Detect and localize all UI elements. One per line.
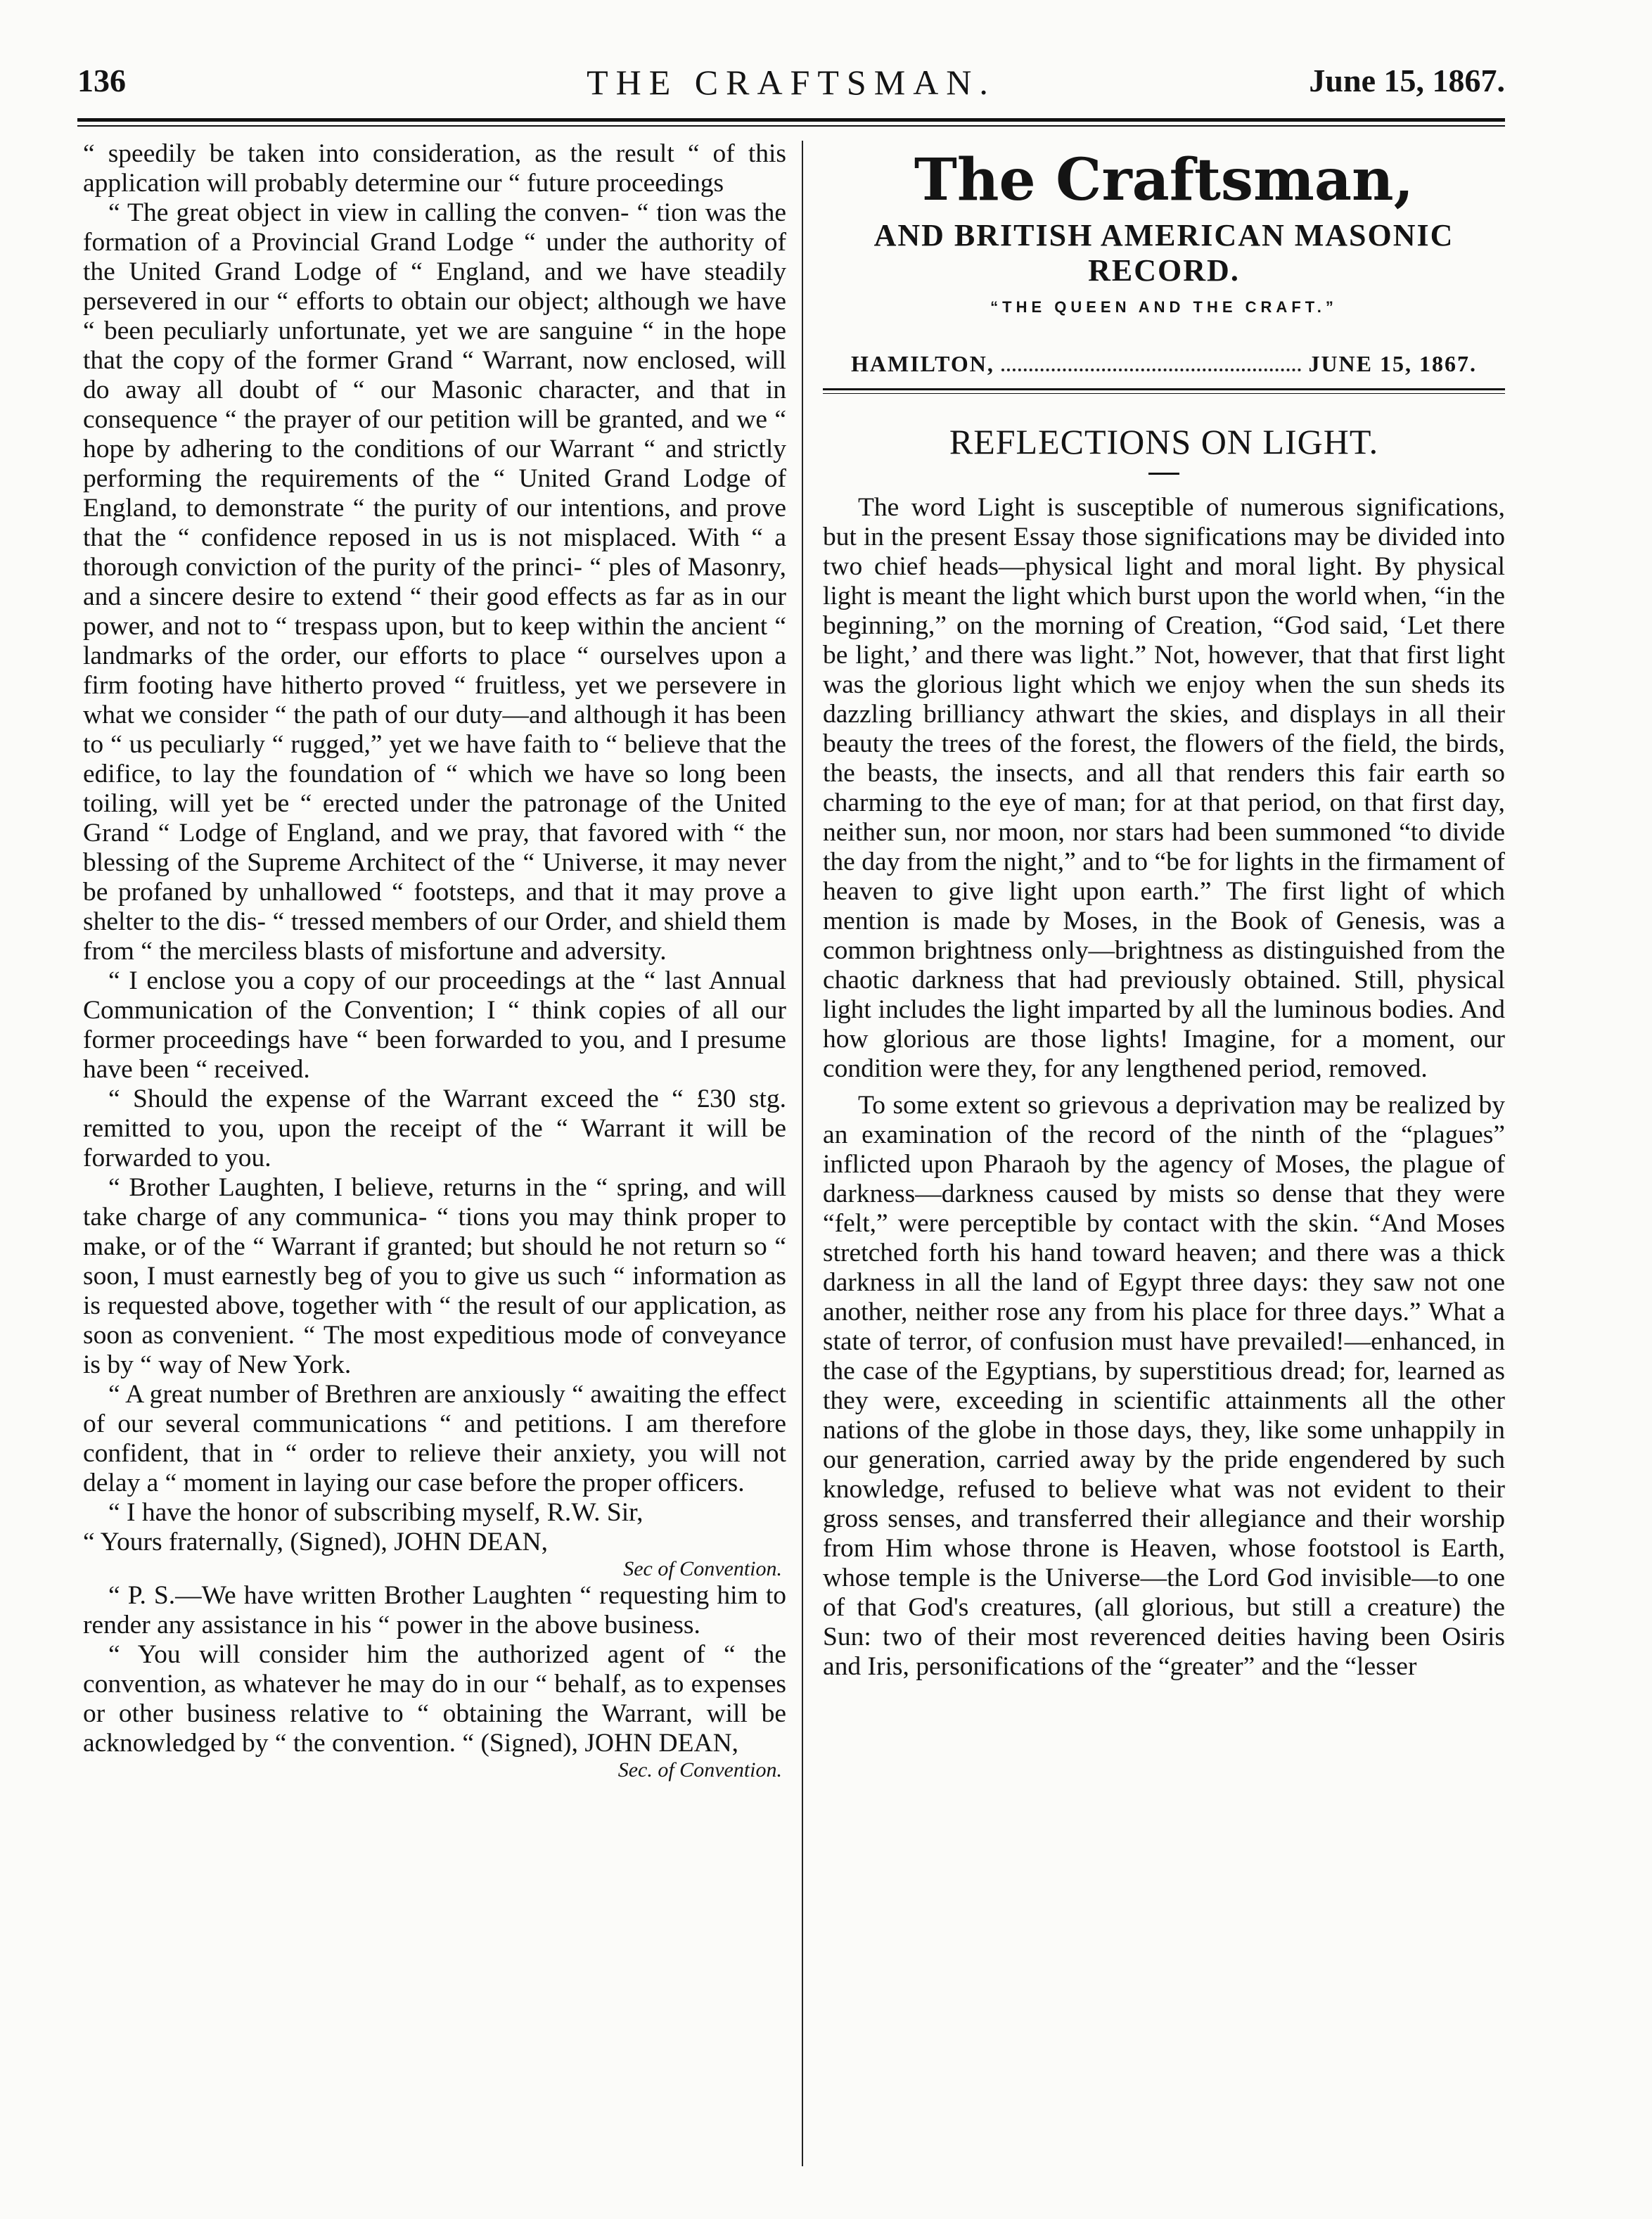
dateline-place: HAMILTON, xyxy=(851,351,994,376)
article-title: REFLECTIONS ON LIGHT. xyxy=(949,422,1379,461)
dateline xyxy=(851,349,1477,378)
article-paragraph: The word Light is susceptible of numerous significations, but in the present Essay those significations may be divided into two chief heads—physical light and moral light. By physical light is meant the light which burst upon the world when, “in the beginning,” on the morning of Creation, “God said, ‘Let there be light,’ and there was light.” Not, however, that that first light was the glorious light which we enjoy when the sun sheds its dazzling brilliancy athwart the skies, and displays in all their beauty the trees of the forest, the flowers of the field, the birds, the beasts, the insects, and all that renders this fair earth so charming to the eye of man; for at that period, on that first day, neither sun, nor moon, nor stars had been summoned “to divide the day from the night,” and to “be for lights in the firmament of heaven to give light upon earth.” The first light of which mention is made by Moses, in the Book of Genesis, was a common brightness only—brightness as distinguished from the chaotic darkness that had previously obtained. Still, physical light includes the light imparted by all the luminous bodies. And how glorious are those lights! Imagine, for a moment, our condition were they, for any lengthened period, removed. xyxy=(823,493,1505,1083)
ornamental-rule xyxy=(830,332,1498,342)
page-number: 136 xyxy=(77,63,126,98)
masthead-motto: “THE QUEEN AND THE CRAFT.” xyxy=(990,298,1338,316)
left-column xyxy=(83,139,786,1782)
letter-paragraph: “ The great object in view in calling the conven- “ tion was the formation of a Provincial Grand Lodge “ under the authority of the United Grand Lodge of “ England, and we have steadily persevered in our “ efforts to obtain our object; although we have “ been peculiarly unfortunate, yet we are sanguine “ in the hope that the copy of the former Grand “ Warrant, now enclosed, will do away all doubt of “ our Masonic character, and that in consequence “ the prayer of our petition will be granted, and we “ hope by adhering to the conditions of our Warrant “ and strictly performing the requirements of the “ United Grand Lodge of England, to demonstrate “ the purity of our intentions, and prove that the “ confidence reposed in us is not misplaced. With “ a thorough conviction of the purity of the princi- “ ples of Masonry, and a sincere desire to extend “ their good effects as far as in our power, and not to “ trespass upon, but to keep within the ancient “ landmarks of the order, our efforts to place “ ourselves upon a firm footing have hitherto proved “ fruitless, yet we persevere in what we consider “ the path of our duty—and although it has been to “ us peculiarly “ rugged,” yet we have faith to “ believe that the edifice, to lay the foundation of “ which we have so long been toiling, will yet be “ erected under the patronage of the United Grand “ Lodge of England, and we pray, that favored with “ the blessing of the Supreme Architect of the “ Universe, it may never be profaned by unhallowed “ footsteps, and that it may prove a shelter to the dis- “ tressed members of our Order, and shield them from “ the merciless blasts of misfortune and adversity. xyxy=(83,198,786,966)
postscript-paragraph: “ You will consider him the authorized agent of “ the convention, as whatever he may do in our “ behalf, as to expenses or other business relative to “ obtaining the Warrant, will be acknowledged by “ the convention. “ (Signed), JOHN DEAN, xyxy=(83,1640,786,1758)
letter-closing: “ I have the honor of subscribing myself, R.W. Sir, xyxy=(108,1498,643,1527)
masthead xyxy=(823,145,1505,394)
column-divider xyxy=(802,141,803,2166)
letter-paragraph: “ Brother Laughten, I believe, returns in the “ spring, and will take charge of any communica- “ tions you may think proper to make, or of the “ Warrant if granted; but should he not return so “ soon, I must earnestly beg of you to give us such “ information as is requested above, together with “ the result of our application, as soon as convenient. “ The most expeditious mode of conveyance is by “ way of New York. xyxy=(83,1173,786,1379)
dateline-leader xyxy=(1001,349,1302,371)
article-paragraph: To some extent so grievous a deprivation may be realized by an examination of the record of the ninth of the “plagues” inflicted upon Pharaoh by the agency of Moses, the plague of darkness—darkness caused by mists so dense that they were “felt,” were perceptible by contact with the skin. “And Moses stretched forth his hand toward heaven; and there was a thick darkness in all the land of Egypt three days: they saw not one another, neither rose any from his place for three days.” What a state of terror, of confusion must have prevailed!—enhanced, in the case of the Egyptians, by superstitious dread; for, learned as they were, exceeding in scientific attainments all the other nations of the globe in those days, they, like some unhappily in our generation, carried away by the pride engendered by such knowledge, refused to believe what was not evident to their gross senses, and transferred their allegiance and their worship from Him whose throne is Heaven, whose footstool is Earth, whose temple is the Universe—the Lord God invisible—to one of that God's creatures, (all glorious, but still a creature) the Sun: two of their most reverenced deities having been Osiris and Iris, personifications of the “greater” and the “lesser xyxy=(823,1091,1505,1681)
letter-paragraph: “ speedily be taken into consideration, as the result “ of this application will probably determine our “ future proceedings xyxy=(83,139,786,198)
letter-signature: “ Yours fraternally, (Signed), JOHN DEAN, xyxy=(83,1528,549,1556)
postscript-paragraph: “ P. S.—We have written Brother Laughten “ requesting him to render any assistance in his “ power in the above business. xyxy=(83,1581,786,1639)
title-rule xyxy=(1148,473,1179,475)
right-column xyxy=(823,139,1505,1682)
signature-title: Sec of Convention. xyxy=(623,1557,782,1580)
issue-date: June 15, 1867. xyxy=(1309,63,1505,98)
letter-paragraph: “ I enclose you a copy of our proceedings at the “ last Annual Communication of the Convention; I “ think copies of all our former proceedings have “ been forwarded to you, and I presume have been “ received. xyxy=(83,966,786,1084)
masthead-rule xyxy=(823,388,1505,394)
letter-paragraph: “ Should the expense of the Warrant exceed the “ £30 stg. remitted to you, upon the receipt of the “ Warrant it will be forwarded to you. xyxy=(83,1085,786,1172)
masthead-subtitle: AND BRITISH AMERICAN MASONIC RECORD. xyxy=(873,218,1454,288)
masthead-title: The Craftsman, xyxy=(914,146,1414,214)
letter-paragraph: “ A great number of Brethren are anxiously “ awaiting the effect of our several communications “ and petitions. I am therefore confident, that in “ order to relieve their anxiety, you will not delay a “ moment in laying our case before the proper officers. xyxy=(83,1380,786,1497)
header-rule xyxy=(77,118,1505,127)
page-header xyxy=(77,62,1505,104)
dateline-date: JUNE 15, 1867. xyxy=(1308,351,1477,376)
journal-title: THE CRAFTSMAN. xyxy=(587,63,996,102)
signature-title: Sec. of Convention. xyxy=(617,1758,782,1782)
